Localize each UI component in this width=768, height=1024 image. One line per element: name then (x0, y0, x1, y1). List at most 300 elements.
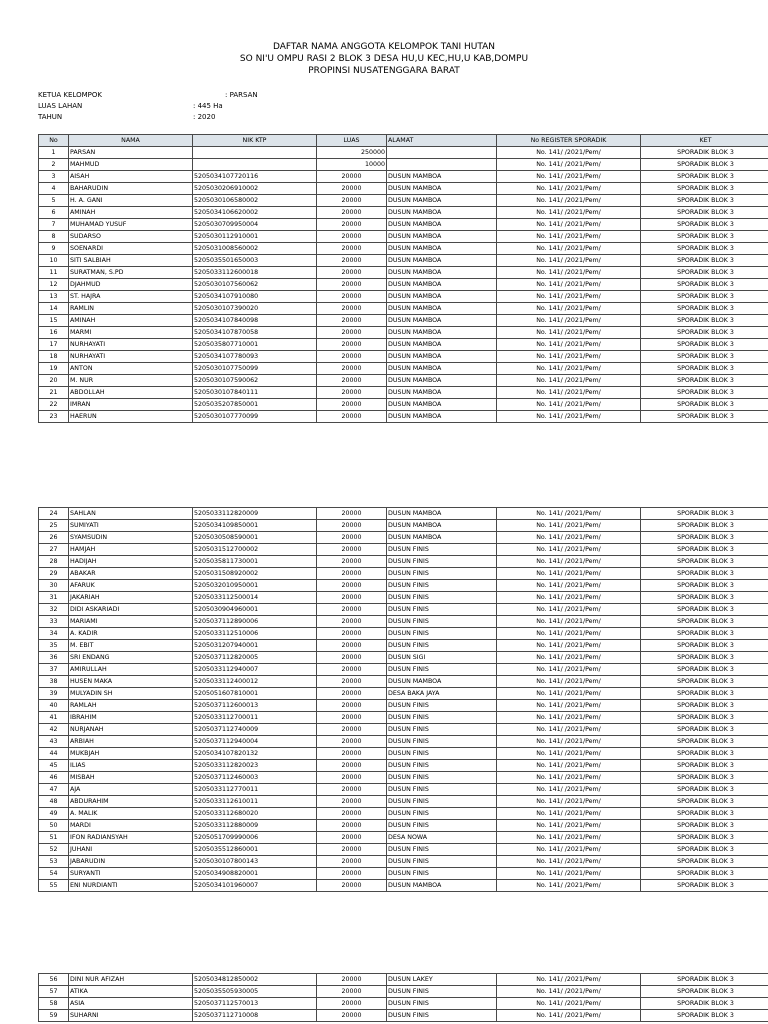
cell-register: No. 141/ /2021/Pem/ (497, 974, 641, 986)
table-row (39, 171, 768, 183)
cell-nama: AFARUK (69, 580, 193, 592)
cell-nik: 5205051709990006 (193, 832, 317, 844)
cell-alamat: DUSUN FINIS (387, 592, 497, 604)
cell-nik: 5205030107770099 (193, 411, 317, 423)
cell-nik: 5205030904960001 (193, 604, 317, 616)
cell-register: No. 141/ /2021/Pem/ (497, 592, 641, 604)
table-row (39, 183, 768, 195)
cell-nama: MUKBJAH (69, 748, 193, 760)
cell-ket: SPORADIK BLOK 3 (641, 508, 768, 520)
table-row (39, 736, 768, 748)
document-province: PROPINSI NUSATENGGARA BARAT (308, 66, 460, 76)
col-ket: KET (641, 135, 768, 147)
cell-ket: SPORADIK BLOK 3 (641, 291, 768, 303)
cell-register: No. 141/ /2021/Pem/ (497, 760, 641, 772)
cell-no: 4 (39, 183, 69, 195)
cell-luas: 20000 (317, 291, 387, 303)
cell-nama: NURHAYATI (69, 351, 193, 363)
cell-nama: SYAMSUDIN (69, 532, 193, 544)
cell-register: No. 141/ /2021/Pem/ (497, 183, 641, 195)
table-row (39, 844, 768, 856)
cell-nama: AISAH (69, 171, 193, 183)
cell-nik: 5205037112940004 (193, 736, 317, 748)
cell-nama: HADIJAH (69, 556, 193, 568)
cell-register: No. 141/ /2021/Pem/ (497, 387, 641, 399)
cell-alamat: DUSUN MAMBOA (387, 171, 497, 183)
cell-no: 8 (39, 231, 69, 243)
cell-register: No. 141/ /2021/Pem/ (497, 520, 641, 532)
cell-register: No. 141/ /2021/Pem/ (497, 664, 641, 676)
col-nama: NAMA (69, 135, 193, 147)
cell-luas: 20000 (317, 544, 387, 556)
cell-nik: 5205035512860001 (193, 844, 317, 856)
luas-label: LUAS LAHAN (38, 102, 83, 110)
cell-no: 7 (39, 219, 69, 231)
cell-alamat: DUSUN FINIS (387, 724, 497, 736)
table-row (39, 712, 768, 724)
cell-alamat: DUSUN FINIS (387, 556, 497, 568)
cell-register: No. 141/ /2021/Pem/ (497, 267, 641, 279)
cell-register: No. 141/ /2021/Pem/ (497, 399, 641, 411)
cell-ket: SPORADIK BLOK 3 (641, 998, 768, 1010)
cell-no: 22 (39, 399, 69, 411)
cell-alamat (387, 159, 497, 171)
cell-no: 57 (39, 986, 69, 998)
cell-register: No. 141/ /2021/Pem/ (497, 880, 641, 892)
cell-no: 39 (39, 688, 69, 700)
cell-register: No. 141/ /2021/Pem/ (497, 736, 641, 748)
cell-nik: 5205034812850002 (193, 974, 317, 986)
cell-nik: 5205034101960007 (193, 880, 317, 892)
cell-ket: SPORADIK BLOK 3 (641, 231, 768, 243)
table-header (39, 135, 768, 147)
cell-no: 33 (39, 616, 69, 628)
table-row (39, 568, 768, 580)
cell-nik: 5205035811730001 (193, 556, 317, 568)
cell-luas: 20000 (317, 375, 387, 387)
cell-register: No. 141/ /2021/Pem/ (497, 508, 641, 520)
table-row (39, 520, 768, 532)
cell-no: 6 (39, 207, 69, 219)
cell-alamat: DUSUN FINIS (387, 736, 497, 748)
cell-ket: SPORADIK BLOK 3 (641, 339, 768, 351)
cell-ket: SPORADIK BLOK 3 (641, 315, 768, 327)
table-row (39, 375, 768, 387)
cell-register: No. 141/ /2021/Pem/ (497, 568, 641, 580)
cell-luas: 20000 (317, 207, 387, 219)
cell-register: No. 141/ /2021/Pem/ (497, 796, 641, 808)
table-row (39, 159, 768, 171)
cell-ket: SPORADIK BLOK 3 (641, 411, 768, 423)
cell-register: No. 141/ /2021/Pem/ (497, 207, 641, 219)
cell-register: No. 141/ /2021/Pem/ (497, 868, 641, 880)
cell-luas: 20000 (317, 628, 387, 640)
table-row (39, 616, 768, 628)
table-row (39, 748, 768, 760)
cell-luas: 20000 (317, 832, 387, 844)
cell-no: 15 (39, 315, 69, 327)
table-row (39, 796, 768, 808)
cell-register: No. 141/ /2021/Pem/ (497, 556, 641, 568)
cell-no: 14 (39, 303, 69, 315)
table-row (39, 724, 768, 736)
cell-alamat: DUSUN FINIS (387, 808, 497, 820)
cell-ket: SPORADIK BLOK 3 (641, 207, 768, 219)
cell-no: 45 (39, 760, 69, 772)
luas-value: : 445 Ha (193, 102, 223, 110)
table-row (39, 832, 768, 844)
cell-no: 25 (39, 520, 69, 532)
cell-ket: SPORADIK BLOK 3 (641, 974, 768, 986)
table-row (39, 856, 768, 868)
cell-nama: MARDI (69, 820, 193, 832)
cell-nik: 5205037112710008 (193, 1010, 317, 1022)
cell-alamat: DUSUN MAMBOA (387, 327, 497, 339)
cell-luas: 20000 (317, 616, 387, 628)
cell-nik: 5205030107590062 (193, 375, 317, 387)
cell-register: No. 141/ /2021/Pem/ (497, 748, 641, 760)
table-row (39, 195, 768, 207)
cell-alamat: DUSUN FINIS (387, 772, 497, 784)
cell-nik: 5205030107750099 (193, 363, 317, 375)
cell-alamat: DUSUN FINIS (387, 568, 497, 580)
cell-nik: 5205034107780093 (193, 351, 317, 363)
cell-luas: 20000 (317, 772, 387, 784)
table-row (39, 628, 768, 640)
cell-nama: AMINAH (69, 207, 193, 219)
cell-ket: SPORADIK BLOK 3 (641, 568, 768, 580)
cell-register: No. 141/ /2021/Pem/ (497, 411, 641, 423)
table-row (39, 279, 768, 291)
cell-luas: 20000 (317, 183, 387, 195)
cell-nik: 5205034106620002 (193, 207, 317, 219)
cell-alamat: DUSUN MAMBOA (387, 363, 497, 375)
document-title: DAFTAR NAMA ANGGOTA KELOMPOK TANI HUTAN (272, 42, 496, 52)
cell-register: No. 141/ /2021/Pem/ (497, 628, 641, 640)
cell-register: No. 141/ /2021/Pem/ (497, 351, 641, 363)
cell-nik: 5205037112890006 (193, 616, 317, 628)
cell-ket: SPORADIK BLOK 3 (641, 844, 768, 856)
cell-luas: 20000 (317, 411, 387, 423)
cell-nik: 5205033112610011 (193, 796, 317, 808)
cell-register: No. 141/ /2021/Pem/ (497, 291, 641, 303)
cell-ket: SPORADIK BLOK 3 (641, 712, 768, 724)
cell-register: No. 141/ /2021/Pem/ (497, 986, 641, 998)
cell-alamat: DUSUN FINIS (387, 580, 497, 592)
cell-luas: 20000 (317, 219, 387, 231)
cell-register: No. 141/ /2021/Pem/ (497, 856, 641, 868)
cell-nama: NURJANAH (69, 724, 193, 736)
cell-nama: RAMLIN (69, 303, 193, 315)
cell-ket: SPORADIK BLOK 3 (641, 760, 768, 772)
cell-register: No. 141/ /2021/Pem/ (497, 195, 641, 207)
cell-luas: 20000 (317, 532, 387, 544)
table-row (39, 986, 768, 998)
cell-register: No. 141/ /2021/Pem/ (497, 544, 641, 556)
cell-nik: 5205033112500014 (193, 592, 317, 604)
table-row (39, 700, 768, 712)
cell-nik: 5205034109850001 (193, 520, 317, 532)
table-row (39, 760, 768, 772)
cell-luas: 20000 (317, 580, 387, 592)
cell-luas: 20000 (317, 820, 387, 832)
cell-ket: SPORADIK BLOK 3 (641, 664, 768, 676)
cell-nama: A. KADIR (69, 628, 193, 640)
table-row (39, 880, 768, 892)
table-row (39, 640, 768, 652)
cell-ket: SPORADIK BLOK 3 (641, 640, 768, 652)
cell-alamat: DUSUN MAMBOA (387, 243, 497, 255)
cell-luas: 20000 (317, 231, 387, 243)
table-row (39, 592, 768, 604)
cell-luas: 20000 (317, 592, 387, 604)
cell-ket: SPORADIK BLOK 3 (641, 375, 768, 387)
cell-nik (193, 147, 317, 159)
cell-alamat: DUSUN MAMBOA (387, 255, 497, 267)
col-no: No (39, 135, 69, 147)
cell-nama: M. EBIT (69, 640, 193, 652)
cell-luas: 250000 (317, 147, 387, 159)
cell-luas: 20000 (317, 724, 387, 736)
cell-nik: 5205033112940007 (193, 664, 317, 676)
cell-no: 40 (39, 700, 69, 712)
table-row (39, 974, 768, 986)
table-row (39, 544, 768, 556)
cell-nik: 5205033112600018 (193, 267, 317, 279)
cell-nama: AJA (69, 784, 193, 796)
cell-alamat: DUSUN MAMBOA (387, 183, 497, 195)
cell-alamat: DUSUN FINIS (387, 640, 497, 652)
member-table-page3 (38, 973, 768, 1022)
cell-alamat: DUSUN FINIS (387, 748, 497, 760)
cell-no: 32 (39, 604, 69, 616)
cell-ket: SPORADIK BLOK 3 (641, 1010, 768, 1022)
cell-register: No. 141/ /2021/Pem/ (497, 820, 641, 832)
cell-register: No. 141/ /2021/Pem/ (497, 375, 641, 387)
cell-nik: 5205037112460003 (193, 772, 317, 784)
cell-nama: A. MALIK (69, 808, 193, 820)
table-row (39, 664, 768, 676)
cell-luas: 10000 (317, 159, 387, 171)
cell-no: 54 (39, 868, 69, 880)
cell-no: 38 (39, 676, 69, 688)
cell-luas: 20000 (317, 748, 387, 760)
cell-nik: 5205033112880009 (193, 820, 317, 832)
cell-no: 19 (39, 363, 69, 375)
cell-ket: SPORADIK BLOK 3 (641, 243, 768, 255)
cell-no: 56 (39, 974, 69, 986)
cell-nik: 5205030107560062 (193, 279, 317, 291)
cell-nik: 5205033112770011 (193, 784, 317, 796)
cell-nama: SOENARDI (69, 243, 193, 255)
cell-nik: 5205032010950001 (193, 580, 317, 592)
table-row (39, 556, 768, 568)
cell-ket: SPORADIK BLOK 3 (641, 327, 768, 339)
cell-nik: 5205030106580002 (193, 195, 317, 207)
table-row (39, 604, 768, 616)
cell-ket: SPORADIK BLOK 3 (641, 796, 768, 808)
table-row (39, 351, 768, 363)
cell-alamat: DUSUN MAMBOA (387, 339, 497, 351)
cell-no: 31 (39, 592, 69, 604)
cell-register: No. 141/ /2021/Pem/ (497, 171, 641, 183)
cell-nama: HAERUN (69, 411, 193, 423)
cell-alamat: DUSUN MAMBOA (387, 231, 497, 243)
cell-alamat: DUSUN MAMBOA (387, 267, 497, 279)
cell-alamat: DUSUN MAMBOA (387, 532, 497, 544)
cell-no: 28 (39, 556, 69, 568)
col-nik: NIK KTP (193, 135, 317, 147)
cell-ket: SPORADIK BLOK 3 (641, 688, 768, 700)
cell-nama: DJAHMUD (69, 279, 193, 291)
cell-luas: 20000 (317, 363, 387, 375)
cell-no: 46 (39, 772, 69, 784)
cell-nik: 5205037112570013 (193, 998, 317, 1010)
cell-nik: 5205033112820009 (193, 508, 317, 520)
cell-luas: 20000 (317, 880, 387, 892)
cell-ket: SPORADIK BLOK 3 (641, 820, 768, 832)
cell-no: 36 (39, 652, 69, 664)
cell-alamat: DUSUN MAMBOA (387, 219, 497, 231)
table-row (39, 243, 768, 255)
cell-alamat: DUSUN MAMBOA (387, 351, 497, 363)
cell-alamat: DUSUN LAKEY (387, 974, 497, 986)
cell-register: No. 141/ /2021/Pem/ (497, 772, 641, 784)
cell-nama: JUHANI (69, 844, 193, 856)
cell-alamat: DUSUN FINIS (387, 820, 497, 832)
cell-nama: MAHMUD (69, 159, 193, 171)
cell-no: 58 (39, 998, 69, 1010)
cell-no: 30 (39, 580, 69, 592)
cell-no: 49 (39, 808, 69, 820)
table-row (39, 1010, 768, 1022)
cell-register: No. 141/ /2021/Pem/ (497, 255, 641, 267)
cell-nama: M. NUR (69, 375, 193, 387)
table-row (39, 676, 768, 688)
cell-register: No. 141/ /2021/Pem/ (497, 712, 641, 724)
cell-register: No. 141/ /2021/Pem/ (497, 604, 641, 616)
table-row (39, 327, 768, 339)
cell-alamat: DUSUN FINIS (387, 796, 497, 808)
cell-alamat: DUSUN FINIS (387, 868, 497, 880)
cell-no: 2 (39, 159, 69, 171)
cell-alamat: DUSUN FINIS (387, 844, 497, 856)
cell-register: No. 141/ /2021/Pem/ (497, 832, 641, 844)
cell-nik: 5205034107720116 (193, 171, 317, 183)
cell-alamat: DUSUN MAMBOA (387, 880, 497, 892)
cell-no: 17 (39, 339, 69, 351)
cell-nik: 5205035501650003 (193, 255, 317, 267)
cell-luas: 20000 (317, 688, 387, 700)
cell-nama: ANTON (69, 363, 193, 375)
cell-nik: 5205034908820001 (193, 868, 317, 880)
table-row (39, 532, 768, 544)
cell-nik: 5205030107840111 (193, 387, 317, 399)
cell-ket: SPORADIK BLOK 3 (641, 772, 768, 784)
cell-luas: 20000 (317, 279, 387, 291)
cell-luas: 20000 (317, 604, 387, 616)
cell-nik: 5205051607810001 (193, 688, 317, 700)
cell-alamat: DUSUN MAMBOA (387, 520, 497, 532)
cell-luas: 20000 (317, 387, 387, 399)
cell-no: 34 (39, 628, 69, 640)
table-row (39, 688, 768, 700)
cell-ket: SPORADIK BLOK 3 (641, 363, 768, 375)
cell-register: No. 141/ /2021/Pem/ (497, 580, 641, 592)
cell-nik: 5205037112820005 (193, 652, 317, 664)
cell-ket: SPORADIK BLOK 3 (641, 520, 768, 532)
cell-nik: 5205035807710001 (193, 339, 317, 351)
table-row (39, 207, 768, 219)
cell-luas: 20000 (317, 868, 387, 880)
cell-luas: 20000 (317, 736, 387, 748)
table-row (39, 303, 768, 315)
cell-ket: SPORADIK BLOK 3 (641, 267, 768, 279)
cell-alamat: DUSUN FINIS (387, 986, 497, 998)
table-row (39, 219, 768, 231)
member-table-page1 (38, 134, 768, 423)
cell-luas: 20000 (317, 508, 387, 520)
cell-ket: SPORADIK BLOK 3 (641, 351, 768, 363)
table-row (39, 772, 768, 784)
table-row (39, 652, 768, 664)
cell-alamat: DUSUN MAMBOA (387, 315, 497, 327)
cell-nik: 5205030206910002 (193, 183, 317, 195)
cell-luas: 20000 (317, 255, 387, 267)
table-row (39, 315, 768, 327)
cell-no: 26 (39, 532, 69, 544)
cell-no: 44 (39, 748, 69, 760)
cell-register: No. 141/ /2021/Pem/ (497, 279, 641, 291)
table-row (39, 784, 768, 796)
cell-alamat: DUSUN MAMBOA (387, 387, 497, 399)
cell-register: No. 141/ /2021/Pem/ (497, 339, 641, 351)
cell-alamat: DUSUN MAMBOA (387, 279, 497, 291)
cell-alamat: DUSUN FINIS (387, 760, 497, 772)
cell-nama: MARIAMI (69, 616, 193, 628)
cell-nik: 5205030107800143 (193, 856, 317, 868)
cell-ket: SPORADIK BLOK 3 (641, 183, 768, 195)
cell-nama: ARBIAH (69, 736, 193, 748)
cell-register: No. 141/ /2021/Pem/ (497, 998, 641, 1010)
cell-nama: SAHLAN (69, 508, 193, 520)
cell-ket: SPORADIK BLOK 3 (641, 171, 768, 183)
cell-no: 42 (39, 724, 69, 736)
col-alamat: ALAMAT (387, 135, 497, 147)
cell-nama: SURATMAN, S.PD (69, 267, 193, 279)
cell-ket: SPORADIK BLOK 3 (641, 195, 768, 207)
cell-nama: ABAKAR (69, 568, 193, 580)
cell-ket: SPORADIK BLOK 3 (641, 604, 768, 616)
cell-nama: ABDOLLAH (69, 387, 193, 399)
cell-nik: 5205037112600013 (193, 700, 317, 712)
cell-register: No. 141/ /2021/Pem/ (497, 315, 641, 327)
cell-register: No. 141/ /2021/Pem/ (497, 652, 641, 664)
cell-nama: HUSEN MAKA (69, 676, 193, 688)
cell-ket: SPORADIK BLOK 3 (641, 700, 768, 712)
cell-no: 29 (39, 568, 69, 580)
cell-alamat: DUSUN FINIS (387, 1010, 497, 1022)
table-row (39, 387, 768, 399)
cell-nama: H. A. GANI (69, 195, 193, 207)
table-row (39, 255, 768, 267)
cell-luas: 20000 (317, 556, 387, 568)
cell-nama: DIDI ASKARIADI (69, 604, 193, 616)
cell-luas: 20000 (317, 986, 387, 998)
cell-nama: ILIAS (69, 760, 193, 772)
cell-luas: 20000 (317, 808, 387, 820)
cell-ket: SPORADIK BLOK 3 (641, 544, 768, 556)
